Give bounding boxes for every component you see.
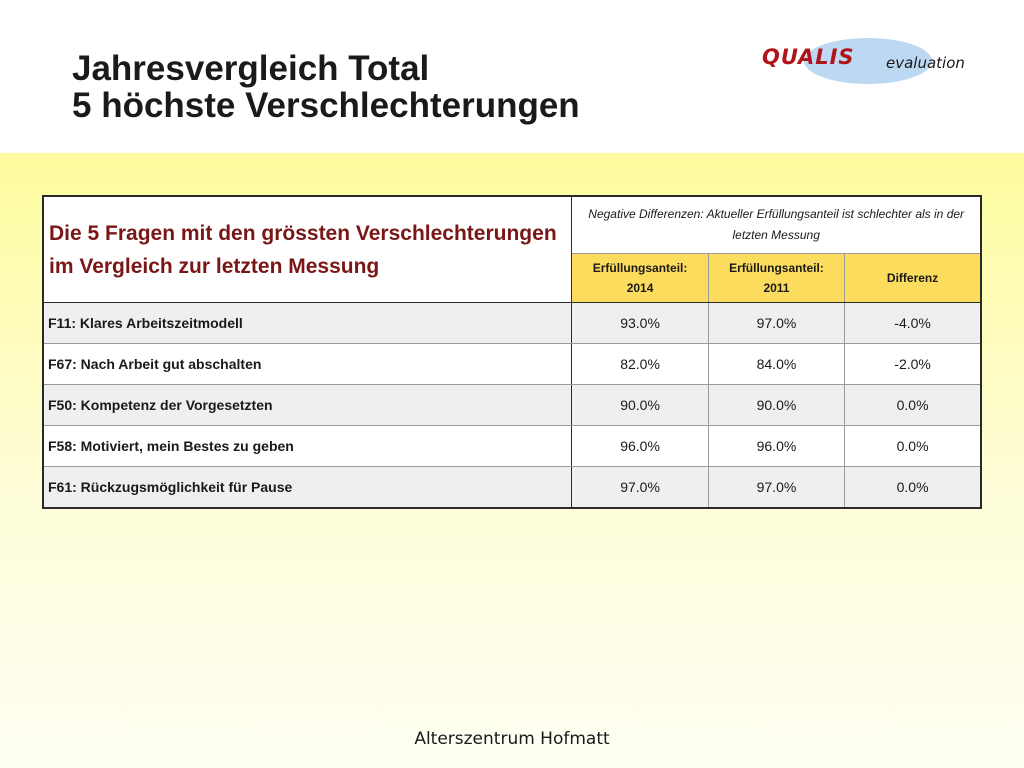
main-heading-line2: im Vergleich zur letzten Messung [49, 254, 380, 278]
column-header-year: 2014 [626, 281, 654, 295]
difference-cell: -2.0% [845, 344, 981, 385]
column-header-2011 [708, 254, 844, 303]
value-2014-cell: 97.0% [572, 467, 708, 509]
table-row [43, 344, 981, 385]
column-header-differenz [845, 254, 981, 303]
table-main-heading [43, 196, 572, 303]
question-cell: F67: Nach Arbeit gut abschalten [43, 344, 572, 385]
logo-brand: QUALIS [762, 45, 855, 69]
column-header-label: Erfüllungsanteil: [729, 261, 824, 275]
comparison-table [42, 195, 982, 509]
value-2011-cell: 97.0% [708, 467, 844, 509]
value-2011-cell: 97.0% [708, 303, 844, 344]
column-header-year: 2011 [763, 281, 790, 295]
slide-title [72, 50, 580, 124]
logo-subtitle: evaluation [886, 54, 965, 72]
table-row [43, 385, 981, 426]
value-2014-cell: 82.0% [572, 344, 708, 385]
difference-cell: 0.0% [845, 385, 981, 426]
qualis-logo [756, 36, 986, 88]
table-row [43, 303, 981, 344]
table-row [43, 426, 981, 467]
column-header-2014 [572, 254, 708, 303]
question-cell: F58: Motiviert, mein Bestes zu geben [43, 426, 572, 467]
difference-cell: 0.0% [845, 426, 981, 467]
question-cell: F50: Kompetenz der Vorgesetzten [43, 385, 572, 426]
title-area [0, 0, 1024, 153]
main-heading-line1: Die 5 Fragen mit den grössten Verschlechterungen [49, 221, 557, 245]
question-cell: F61: Rückzugsmöglichkeit für Pause [43, 467, 572, 509]
value-2011-cell: 90.0% [708, 385, 844, 426]
column-header-label: Erfüllungsanteil: [592, 261, 688, 275]
value-2014-cell: 96.0% [572, 426, 708, 467]
table-row [43, 467, 981, 509]
slide-title-line2: 5 höchste Verschlechterungen [72, 86, 580, 125]
difference-cell: 0.0% [845, 467, 981, 509]
table-note: Negative Differenzen: Aktueller Erfüllungsanteil ist schlechter als in der letzten Messung [572, 196, 981, 254]
value-2014-cell: 90.0% [572, 385, 708, 426]
value-2011-cell: 84.0% [708, 344, 844, 385]
slide-footer: Alterszentrum Hofmatt [414, 729, 610, 749]
slide-title-line1: Jahresvergleich Total [72, 49, 430, 88]
column-header-label: Differenz [886, 271, 939, 285]
difference-cell: -4.0% [845, 303, 981, 344]
question-cell: F11: Klares Arbeitszeitmodell [43, 303, 572, 344]
value-2011-cell: 96.0% [708, 426, 844, 467]
table-header-row-1 [43, 196, 981, 254]
value-2014-cell: 93.0% [572, 303, 708, 344]
